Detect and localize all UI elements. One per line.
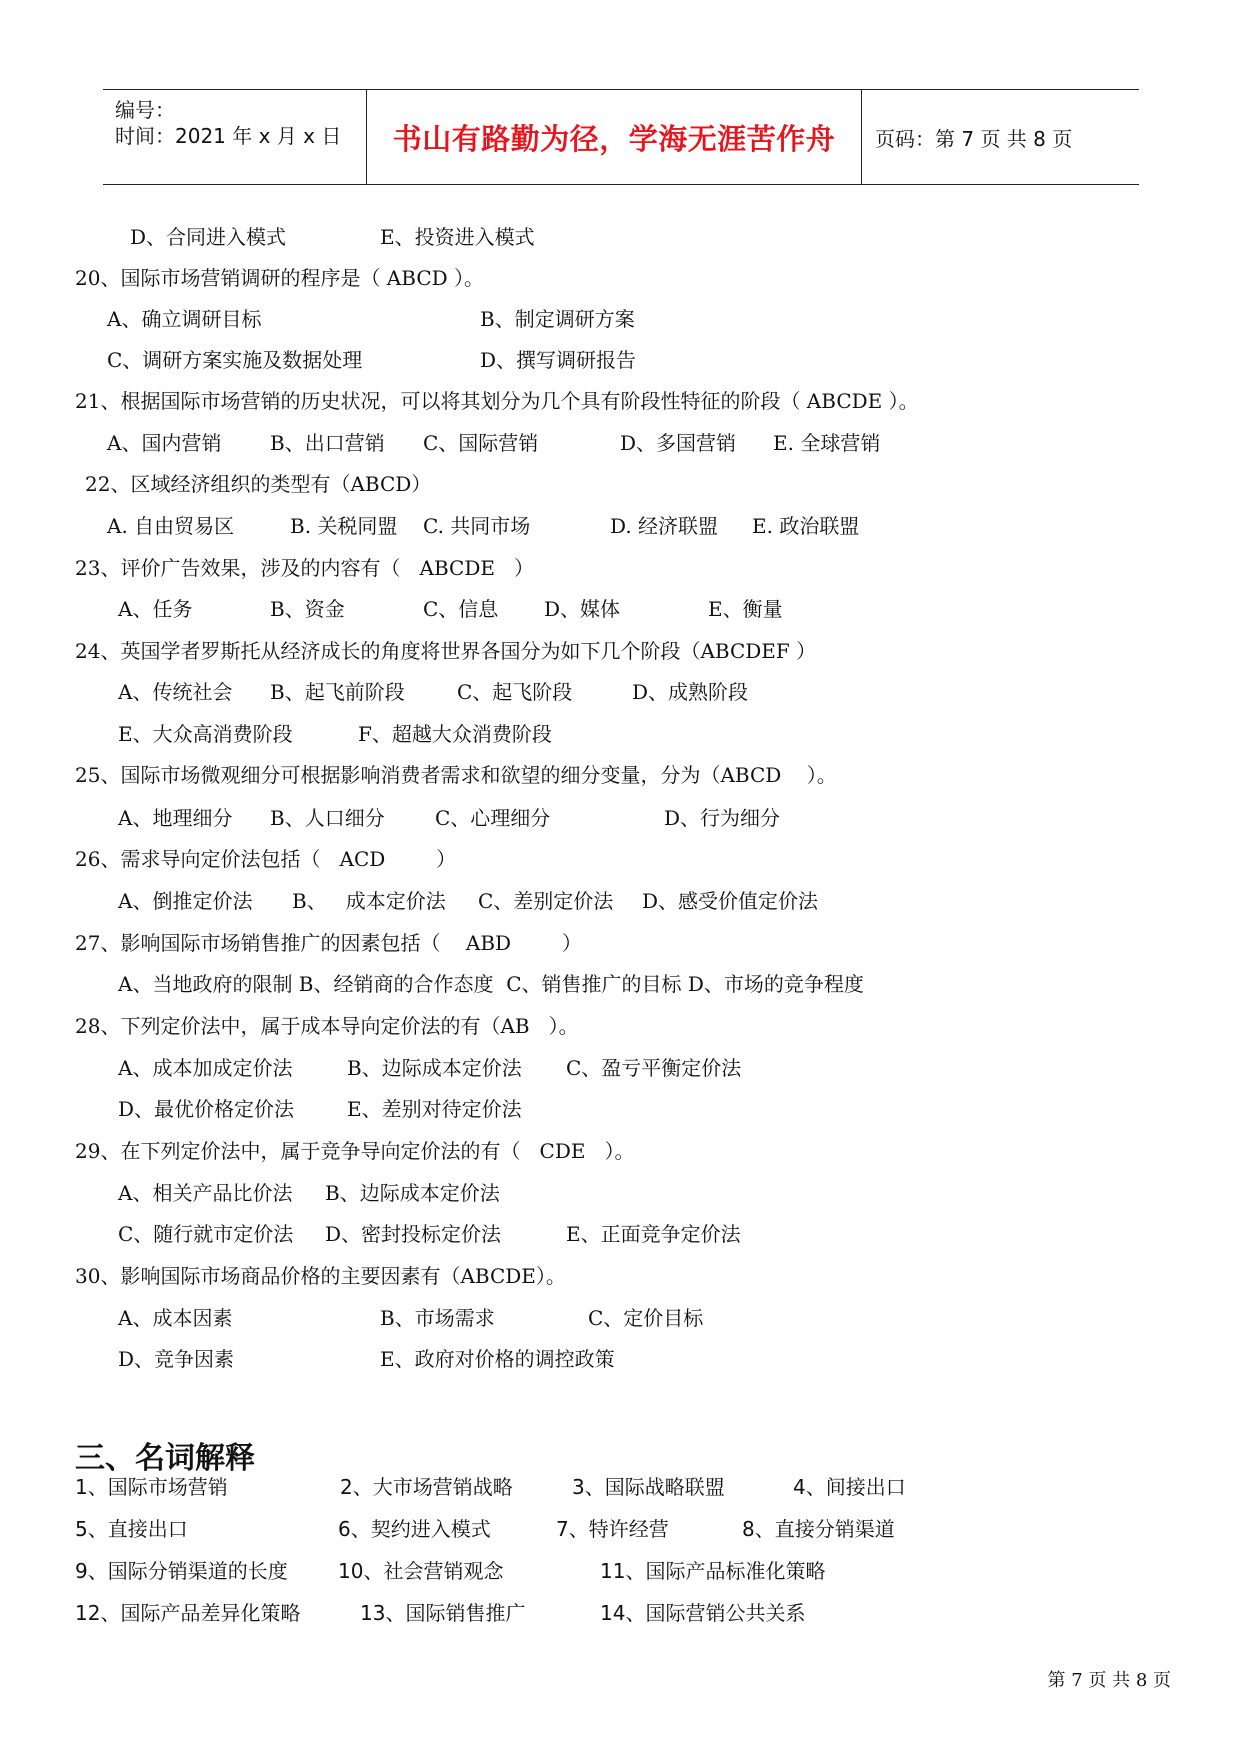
option-line: C、起飞阶段 — [457, 680, 573, 704]
option-line: C、国际营销 — [423, 431, 539, 455]
page-footer: 第 7 页 共 8 页 — [1047, 1670, 1171, 1691]
option-line: A、成本因素 — [118, 1306, 233, 1330]
option-line: E、投资进入模式 — [380, 225, 535, 249]
option-line: A、相关产品比价法 — [118, 1181, 293, 1205]
option-line: B、制定调研方案 — [480, 307, 635, 331]
option-line: B、资金 — [270, 597, 345, 621]
question-28: 28、下列定价法中，属于成本导向定价法的有（AB ）。 — [75, 1014, 579, 1038]
option-line: B、人口细分 — [270, 806, 385, 830]
page-header — [103, 89, 1139, 185]
option-line: C、盈亏平衡定价法 — [566, 1056, 742, 1080]
option-line: C、信息 — [423, 597, 499, 621]
option-line: B. 关税同盟 — [290, 514, 398, 538]
option-line: D. 经济联盟 — [610, 514, 719, 538]
term-item: 6、契约进入模式 — [338, 1517, 491, 1541]
term-item: 4、间接出口 — [793, 1475, 906, 1499]
option-line: A、地理细分 — [118, 806, 233, 830]
option-line: D、媒体 — [544, 597, 621, 621]
option-line: C、定价目标 — [588, 1306, 704, 1330]
motto: 书山有路勤为径，学海无涯苦作舟 — [392, 121, 836, 156]
option-line: C、随行就市定价法 — [118, 1222, 294, 1246]
term-item: 13、国际销售推广 — [360, 1601, 526, 1625]
option-line: F、超越大众消费阶段 — [358, 722, 552, 746]
header-meta-cell — [103, 90, 367, 184]
question-24: 24、英国学者罗斯托从经济成长的角度将世界各国分为如下几个阶段（ABCDEF ） — [75, 639, 817, 663]
term-item: 8、直接分销渠道 — [742, 1517, 895, 1541]
term-item: 12、国际产品差异化策略 — [75, 1601, 301, 1625]
option-line: A、国内营销 — [107, 431, 222, 455]
term-item: 14、国际营销公共关系 — [600, 1601, 806, 1625]
option-line: C、差别定价法 — [478, 889, 614, 913]
question-22: 22、区域经济组织的类型有（ABCD） — [85, 472, 432, 496]
option-line: D、成熟阶段 — [632, 680, 749, 704]
term-item: 3、国际战略联盟 — [572, 1475, 725, 1499]
option-line: E、大众高消费阶段 — [118, 722, 293, 746]
header-motto-cell — [367, 90, 862, 184]
option-line: B、边际成本定价法 — [347, 1056, 522, 1080]
option-line: B、 成本定价法 — [292, 889, 446, 913]
question-29: 29、在下列定价法中，属于竞争导向定价法的有（ CDE ）。 — [75, 1139, 635, 1163]
term-item: 10、社会营销观念 — [338, 1559, 504, 1583]
option-line: C、心理细分 — [435, 806, 551, 830]
option-line: D、多国营销 — [620, 431, 737, 455]
option-line: E、正面竞争定价法 — [566, 1222, 741, 1246]
option-line: A、成本加成定价法 — [118, 1056, 293, 1080]
option-line: D、竞争因素 — [118, 1347, 235, 1371]
header-page-cell — [863, 90, 1139, 184]
term-item: 9、国际分销渠道的长度 — [75, 1559, 288, 1583]
option-line: A、倒推定价法 — [118, 889, 253, 913]
question-21: 21、根据国际市场营销的历史状况，可以将其划分为几个具有阶段性特征的阶段（ ABCDE ）。 — [75, 389, 919, 413]
option-line: E. 全球营销 — [773, 431, 881, 455]
option-line: B、边际成本定价法 — [325, 1181, 500, 1205]
option-line: A、确立调研目标 — [107, 307, 262, 331]
question-20: 20、国际市场营销调研的程序是（ ABCD ）。 — [75, 266, 485, 290]
section-title: 三、名词解释 — [75, 1441, 255, 1476]
option-line: B、市场需求 — [380, 1306, 495, 1330]
term-item: 5、直接出口 — [75, 1517, 188, 1541]
option-line: E、政府对价格的调控政策 — [380, 1347, 615, 1371]
option-line: B、起飞前阶段 — [270, 680, 405, 704]
term-item: 7、特许经营 — [556, 1517, 669, 1541]
option-line: C、调研方案实施及数据处理 — [107, 348, 363, 372]
term-item: 11、国际产品标准化策略 — [600, 1559, 826, 1583]
option-line: D、行为细分 — [664, 806, 781, 830]
option-line: D、密封投标定价法 — [325, 1222, 502, 1246]
question-25: 25、国际市场微观细分可根据影响消费者需求和欲望的细分变量，分为（ABCD ）。 — [75, 763, 837, 787]
document-number-label: 编号： — [115, 98, 175, 122]
term-item: 1、国际市场营销 — [75, 1475, 228, 1499]
question-23: 23、评价广告效果，涉及的内容有（ ABCDE ） — [75, 556, 535, 580]
option-line: E、差别对待定价法 — [347, 1097, 522, 1121]
option-line: D、撰写调研报告 — [480, 348, 637, 372]
question-30: 30、影响国际市场商品价格的主要因素有（ABCDE）。 — [75, 1264, 566, 1288]
document-time-label: 时间：2021 年 x 月 x 日 — [115, 124, 342, 148]
option-line: E. 政治联盟 — [752, 514, 860, 538]
option-line: A、传统社会 — [118, 680, 233, 704]
option-line: A. 自由贸易区 — [107, 514, 235, 538]
option-line: D、合同进入模式 — [130, 225, 287, 249]
question-27: 27、影响国际市场销售推广的因素包括（ ABD ） — [75, 931, 582, 955]
question-26: 26、需求导向定价法包括（ ACD ） — [75, 847, 457, 871]
option-line: A、当地政府的限制 B、经销商的合作态度 C、销售推广的目标 D、市场的竞争程度 — [118, 972, 864, 996]
page-number-label: 页码：第 7 页 共 8 页 — [875, 126, 1073, 151]
option-line: D、感受价值定价法 — [642, 889, 819, 913]
term-item: 2、大市场营销战略 — [340, 1475, 513, 1499]
option-line: B、出口营销 — [270, 431, 385, 455]
option-line: C. 共同市场 — [423, 514, 531, 538]
option-line: E、衡量 — [708, 597, 783, 621]
option-line: A、任务 — [118, 597, 193, 621]
option-line: D、最优价格定价法 — [118, 1097, 295, 1121]
